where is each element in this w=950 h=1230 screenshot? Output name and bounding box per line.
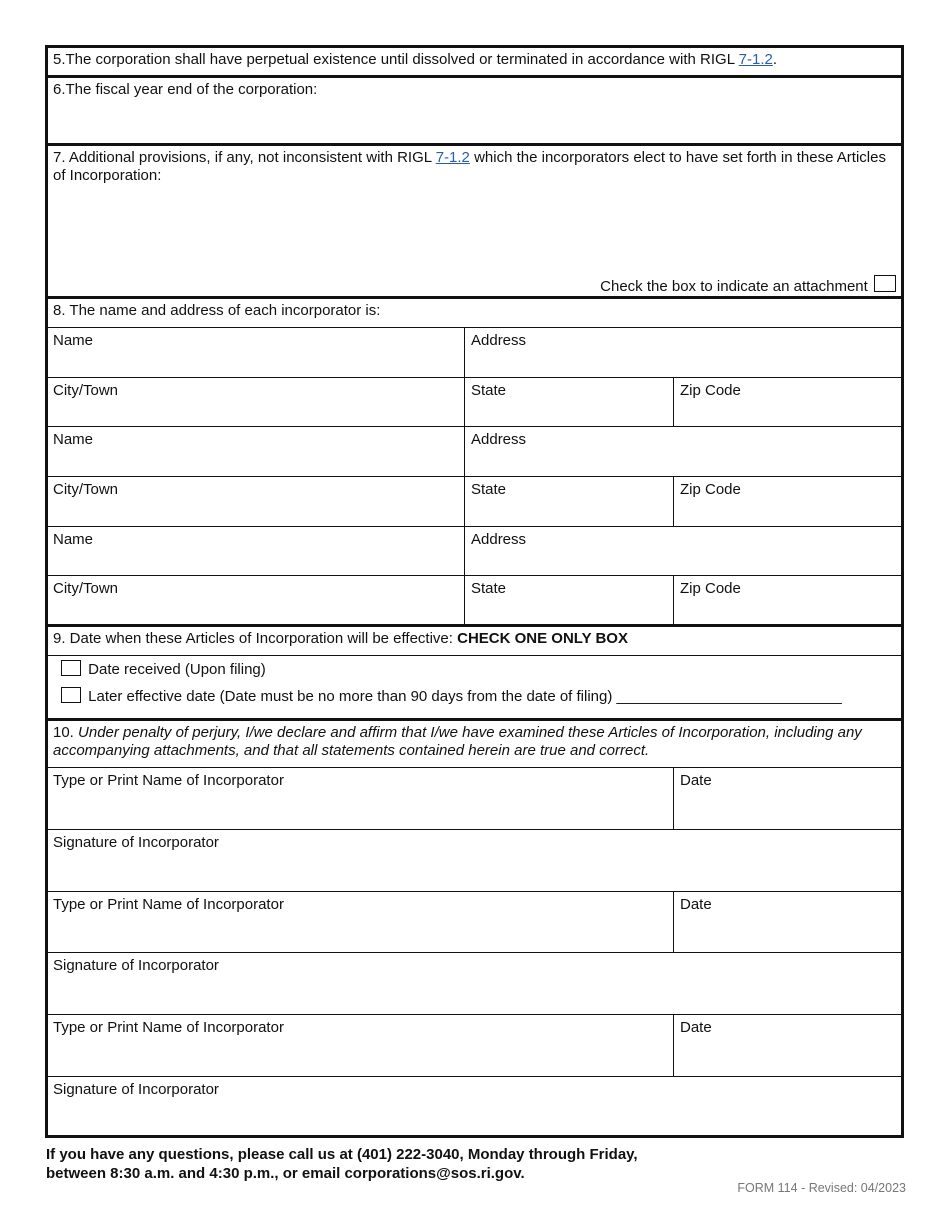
perjury-declaration: 10. Under penalty of perjury, I/we declare and affirm that I/we have examined these Articles of Incorporation, including any accompanying attachments, and that all statements contained herein are true and correct. [53,724,862,759]
divider [48,377,901,378]
footer-line: between 8:30 a.m. and 4:30 p.m., or email corporations@sos.ri.gov. [46,1165,525,1182]
divider [48,891,901,892]
divider [48,952,901,953]
name-label: Name [53,431,94,448]
name-label: Name [53,332,94,349]
zip-label: Zip Code [680,580,741,597]
section-5-text: 5.The corporation shall have perpetual existence until dissolved or terminated in accordance with RIGL 7-1.2. [53,51,778,68]
footer-line: If you have any questions, please call us at (401) 222-3040, Monday through Friday, [46,1146,638,1163]
date-label: Date [680,1019,712,1036]
date-label: Date [680,896,712,913]
address-label: Address [471,531,527,548]
upon-filing-label: Date received (Upon filing) [88,661,266,678]
divider [48,426,901,427]
divider [48,476,901,477]
divider [48,526,901,527]
fiscal-year-label: 6.The fiscal year end of the corporation: [53,81,318,98]
section-6[interactable] [48,78,901,143]
later-date-checkbox[interactable] [61,687,81,703]
incorporators-heading: 8. The name and address of each incorporator is: [53,302,381,319]
section-9-heading [48,627,901,655]
option-later-date[interactable] [61,687,842,706]
date-label: Date [680,772,712,789]
attachment-checkbox[interactable] [874,275,896,292]
column-divider [673,1014,674,1076]
attachment-row [600,275,896,296]
address-label: Address [471,431,527,448]
column-divider [673,377,674,426]
divider [48,1076,901,1077]
column-divider [673,476,674,526]
attachment-label: Check the box to indicate an attachment [600,278,868,295]
column-divider [673,767,674,829]
divider [48,767,901,768]
print-name-label: Type or Print Name of Incorporator [53,772,284,789]
contact-footer [46,1145,638,1183]
divider [48,1014,901,1015]
section-7[interactable] [48,146,901,296]
state-label: State [471,481,507,498]
additional-provisions-text: 7. Additional provisions, if any, not inconsistent with RIGL 7-1.2 which the incorporators elect to have set forth in these Articles of Incorporation: [53,149,886,184]
divider [48,575,901,576]
section-10-declaration [48,721,901,767]
divider [48,829,901,830]
section-8-heading [48,299,901,327]
section-5 [48,48,901,77]
zip-label: Zip Code [680,382,741,399]
rigl-link[interactable]: 7-1.2 [435,149,470,166]
effective-date-heading: 9. Date when these Articles of Incorporation will be effective: CHECK ONE ONLY BOX [53,630,628,647]
city-label: City/Town [53,481,119,498]
rigl-link[interactable]: 7-1.2 [738,51,773,68]
later-date-label: Later effective date (Date must be no more than 90 days from the date of filing) ___________________________ [88,688,842,705]
column-divider [673,891,674,952]
option-upon-filing[interactable] [61,660,266,679]
state-label: State [471,382,507,399]
upon-filing-checkbox[interactable] [61,660,81,676]
state-label: State [471,580,507,597]
print-name-label: Type or Print Name of Incorporator [53,896,284,913]
articles-form [45,45,904,1138]
print-name-label: Type or Print Name of Incorporator [53,1019,284,1036]
column-divider [673,575,674,624]
zip-label: Zip Code [680,481,741,498]
signature-label: Signature of Incorporator [53,957,219,974]
city-label: City/Town [53,382,119,399]
name-label: Name [53,531,94,548]
signature-label: Signature of Incorporator [53,1081,219,1098]
form-number: FORM 114 - Revised: 04/2023 [737,1181,906,1195]
city-label: City/Town [53,580,119,597]
address-label: Address [471,332,527,349]
signature-label: Signature of Incorporator [53,834,219,851]
divider [48,327,901,328]
column-divider [464,327,465,624]
divider [48,655,901,656]
